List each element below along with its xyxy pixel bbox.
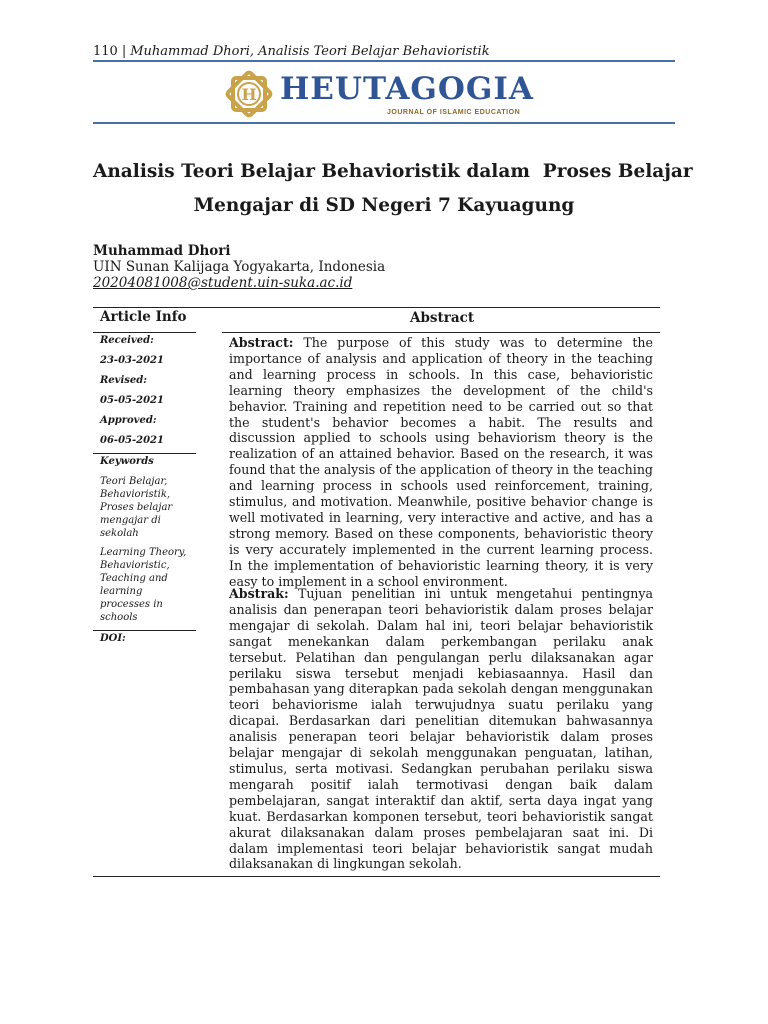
journal-subtitle: JOURNAL OF ISLAMIC EDUCATION	[387, 109, 521, 116]
keywords-label: Keywords	[100, 456, 154, 467]
dates-rule	[93, 453, 196, 454]
keyword-line: Learning Theory,	[100, 547, 187, 558]
journal-emblem-icon	[222, 67, 276, 121]
approved-date: 06-05-2021	[100, 435, 164, 446]
abstract-english-label: Abstract:	[229, 335, 294, 350]
abstract-indonesian-text: Tujuan penelitian ini untuk mengetahui pentingnya analisis dan penerapan teori behavioristik dalam proses belajar mengajar di sekolah. Dalam hal ini, teori belajar behavioristik sangat menekankan dalam perkembangan perilaku anak tersebut. Pelatihan dan pengulangan perlu dilaksanakan agar perilaku siswa tersebut menjadi kebiasaannya. Hasil dan pembahasan yang diterapkan pada sekolah dengan menggunakan teori behaviorisme ialah terwujudnya suatu perilaku yang dicapai. Berdasarkan dari penelitian ditemukan bahwasannya analisis penerapan teori belajar behavioristik dalam proses belajar mengajar di sekolah menggunakan penguatan, latihan, stimulus, serta motivasi. Sedangkan perubahan perilaku siswa mengarah positif ialah termotivasi dengan baik dalam pembelajaran, sangat interaktif dan aktif, serta daya ingat yang kuat. Berdasarkan komponen tersebut, teori behavioristik sangat akurat dilaksanakan dalam proses pembelajaran saat ini. Di dalam implementasi teori belajar behavioristik sangat mudah dilaksanakan di lingkungan sekolah.	[229, 586, 654, 872]
revised-date: 05-05-2021	[100, 395, 164, 406]
emblem-monogram: H	[241, 85, 257, 104]
article-title	[93, 155, 693, 223]
abstract-heading: Abstract	[410, 310, 475, 326]
keyword-line: processes in	[100, 599, 163, 610]
article-info-heading: Article Info	[100, 309, 187, 325]
keyword-line: Teori Belajar,	[100, 476, 168, 487]
author-affiliation: UIN Sunan Kalijaga Yogyakarta, Indonesia	[93, 259, 386, 275]
keywords-english	[100, 546, 195, 624]
journal-logo	[222, 67, 534, 121]
abstract-english	[229, 335, 653, 590]
keyword-line: mengajar di	[100, 515, 161, 526]
keyword-line: Proses belajar	[100, 502, 173, 513]
keyword-line: schools	[100, 612, 138, 623]
approved-label: Approved:	[100, 415, 157, 426]
article-info-rule	[93, 332, 196, 333]
author-email[interactable]: 20204081008@student.uin-suka.ac.id	[93, 275, 353, 291]
journal-name: HEUTAGOGIA	[280, 71, 534, 107]
abstract-indonesian-label: Abstrak:	[229, 586, 289, 601]
table-bottom-rule	[93, 876, 660, 877]
keywords-rule	[93, 630, 196, 631]
article-title-line2: Mengajar di SD Negeri 7 Kayuagung	[193, 195, 575, 216]
author-block	[93, 243, 385, 291]
keyword-line: Behavioristic,	[100, 560, 170, 571]
doi-label: DOI:	[100, 633, 126, 644]
table-top-rule	[93, 307, 660, 308]
keyword-line: learning	[100, 586, 143, 597]
keywords-indonesian	[100, 475, 195, 540]
header-rule	[93, 60, 675, 62]
received-date: 23-03-2021	[100, 355, 164, 366]
keyword-line: sekolah	[100, 528, 139, 539]
logo-rule	[93, 122, 675, 124]
abstract-rule	[222, 332, 660, 333]
revised-label: Revised:	[100, 375, 147, 386]
received-label: Received:	[100, 335, 154, 346]
abstract-english-text: The purpose of this study was to determine the importance of analysis and application of theory in the teaching and learning process in schools. In this case, behavioristic learning theory emphasizes the development of the child's behavior. Training and repetition need to be carried out so that the student's behavior becomes a habit. The results and discussion applied to schools using behaviorism theory is the realization of an attained behavior. Based on the research, it was found that the analysis of the application of theory in the teaching and learning process in schools used reinforcement, training, stimulus, and motivation. Meanwhile, positive behavior change is well motivated in learning, very interactive and active, and has a strong memory. Based on these components, behavioristic theory is very accurately implemented in the current learning process. In the implementation of behavioristic learning theory, it is very easy to implement in a school environment.	[229, 335, 653, 589]
abstract-indonesian	[229, 586, 653, 872]
keyword-line: Teaching and	[100, 573, 168, 584]
running-header	[93, 44, 490, 59]
keyword-line: Behavioristik,	[100, 489, 171, 500]
page-number: 110	[93, 44, 118, 59]
running-title: Muhammad Dhori, Analisis Teori Belajar Behavioristik	[130, 44, 490, 59]
header-separator: |	[121, 44, 127, 59]
article-title-line1: Analisis Teori Belajar Behavioristik dalam Proses Belajar	[93, 161, 693, 182]
author-name: Muhammad Dhori	[93, 243, 231, 259]
